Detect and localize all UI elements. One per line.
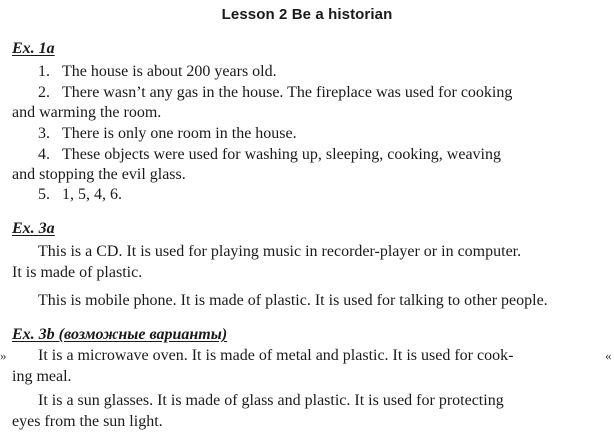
ex3b-paragraph-1-line-1: It is a microwave oven. It is made of metal and plastic. It is used for cook-	[38, 347, 514, 364]
ex1a-item-4-continuation: and stopping the evil glass.	[12, 166, 186, 183]
ex1a-item-5-number: 5.	[38, 186, 50, 203]
ex3a-paragraph-1-line-2: It is made of plastic.	[12, 264, 143, 281]
left-margin-mark: »	[0, 348, 7, 363]
ex1a-item-1	[38, 62, 277, 81]
ex1a-item-5	[38, 185, 122, 204]
ex1a-item-3	[38, 124, 297, 143]
ex3b-paragraph-2-line-2: eyes from the sun light.	[12, 413, 163, 430]
ex1a-heading: Ex. 1a	[12, 40, 55, 57]
ex1a-item-4-text: These objects were used for washing up, sleeping, cooking, weaving	[62, 146, 501, 163]
ex1a-item-4	[38, 145, 501, 164]
ex1a-item-1-number: 1.	[38, 63, 50, 80]
ex1a-item-3-text: There is only one room in the house.	[62, 125, 297, 142]
ex1a-item-5-text: 1, 5, 4, 6.	[62, 186, 122, 203]
ex1a-item-1-text: The house is about 200 years old.	[62, 63, 277, 80]
ex3a-paragraph-2-line-1: This is mobile phone. It is made of plastic. It is used for talking to other people.	[38, 292, 548, 309]
ex1a-item-2-text: There wasn’t any gas in the house. The fireplace was used for cooking	[62, 84, 513, 101]
ex3b-heading: Ex. 3b (возможные варианты)	[12, 326, 228, 343]
right-margin-mark: «	[605, 348, 612, 363]
ex1a-item-2-continuation: and warming the room.	[12, 104, 162, 121]
ex1a-item-2	[38, 83, 512, 102]
ex3b-paragraph-1-line-2: ing meal.	[12, 368, 72, 385]
ex1a-item-4-number: 4.	[38, 146, 50, 163]
ex1a-item-3-number: 3.	[38, 125, 50, 142]
ex3a-paragraph-1-line-1: This is a CD. It is used for playing music in recorder-player or in computer.	[38, 243, 522, 260]
ex1a-item-2-number: 2.	[38, 84, 50, 101]
ex3b-paragraph-2-line-1: It is a sun glasses. It is made of glass and plastic. It is used for protecting	[38, 392, 504, 409]
ex3a-heading: Ex. 3a	[12, 220, 55, 237]
page-title: Lesson 2 Be a historian	[221, 6, 393, 23]
